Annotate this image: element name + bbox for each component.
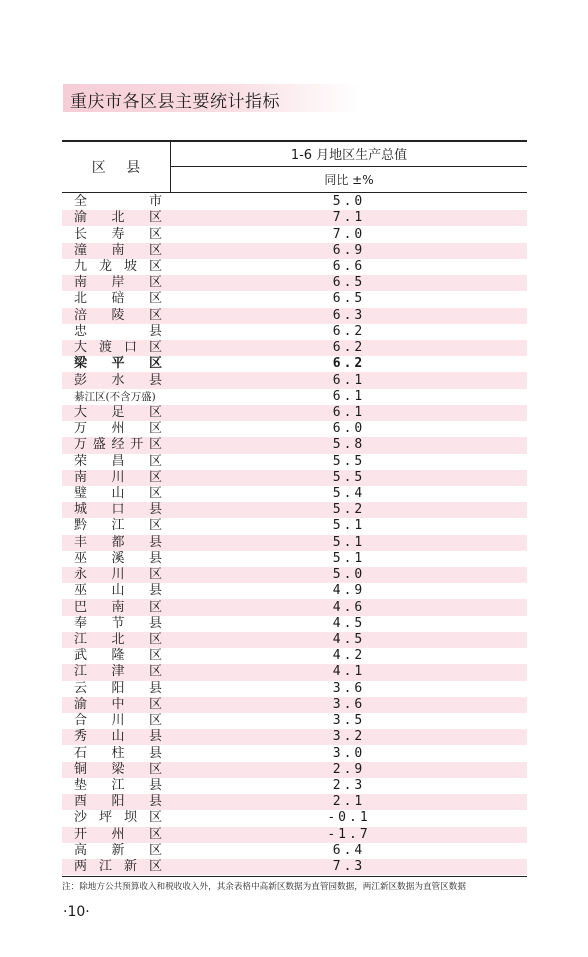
district-name-part: 岸 [111,275,125,291]
district-name-part: 渡 [98,340,112,356]
district-name-part: 区 [148,437,162,453]
header-gdp: 1-6 月地区生产总值 [290,148,408,163]
district-name-part: 坪 [98,810,112,826]
district-name-part: 江 [111,777,125,793]
district-name-part: 中 [111,696,125,712]
district-name-part: 区 [148,421,162,437]
gdp-yoy-value: 7.3 [332,859,366,875]
district-name-part: 南 [74,275,88,291]
gdp-yoy-value: 6.4 [332,842,366,858]
table-row [62,827,527,843]
district-name-part: 大 [74,404,88,420]
district-name-part: 县 [148,794,162,810]
district-name-part: 区 [148,518,162,534]
table-row [62,259,527,275]
district-name [74,243,162,259]
district-name-part: 涪 [74,307,88,323]
district-name-part: 北 [111,632,125,648]
table-row [62,356,527,372]
gdp-yoy-value: 5.1 [332,518,366,534]
table-row [62,275,527,291]
district-name-part: 长 [74,226,88,242]
district-name-part: 合 [74,713,88,729]
district-name-part: 经 [111,437,125,453]
district-name-part: 区 [148,404,162,420]
table-row [62,681,527,697]
district-name [74,356,162,372]
district-name-part: 县 [148,729,162,745]
district-name [74,794,162,810]
district-name-part: 酉 [74,794,88,810]
district-name-part: 盛 [92,437,106,453]
district-name-part: 县 [148,372,162,388]
district-name [74,535,162,551]
table-row [62,713,527,729]
district-name-part: 綦江区(不含万盛) [74,390,156,403]
district-name-part: 市 [148,194,162,210]
gdp-yoy-value: 7.1 [332,210,366,226]
table-row [62,859,527,875]
district-name-part: 江 [111,518,125,534]
district-name-part: 区 [148,567,162,583]
district-name [74,227,162,243]
district-name-part: 潼 [74,242,88,258]
gdp-yoy-value: 6.2 [332,356,366,372]
district-name-part: 巫 [74,550,88,566]
district-name [74,713,162,729]
district-name-part: 璧 [74,486,88,502]
district-name-part: 万 [74,437,88,453]
district-name [74,486,162,502]
gdp-yoy-value: 6.5 [332,291,366,307]
gdp-yoy-value: -0.1 [327,810,371,826]
district-name-part: 区 [148,761,162,777]
gdp-yoy-value: 3.2 [332,729,366,745]
district-name-part: 南 [111,242,125,258]
gdp-yoy-value: 4.2 [332,648,366,664]
gdp-yoy-value: 6.5 [332,275,366,291]
district-name-part: 区 [148,842,162,858]
district-name-part: 区 [148,453,162,469]
district-name-part: 柱 [111,745,125,761]
district-name-part: 县 [148,680,162,696]
district-name-part: 区 [148,226,162,242]
district-name [74,437,162,453]
district-name-part: 荣 [74,453,88,469]
district-name [74,291,162,307]
district-name-part: 区 [148,713,162,729]
district-name [74,470,162,486]
district-name-part: 县 [148,550,162,566]
district-name-part: 节 [111,615,125,631]
table-row [62,372,527,388]
district-name-part: 寿 [111,226,125,242]
district-name-part: 区 [148,242,162,258]
table-row [62,778,527,794]
district-name-part: 平 [111,356,125,372]
district-name-part: 县 [148,323,162,339]
district-name-part: 两 [74,859,88,875]
table-row [62,194,527,210]
district-name [74,275,162,291]
gdp-yoy-value: 6.3 [332,307,366,323]
district-name-part: 都 [111,534,125,550]
gdp-yoy-value: 5.1 [332,534,366,550]
district-name-part: 沙 [74,810,88,826]
district-name-part: 区 [148,599,162,615]
district-name [74,518,162,534]
gdp-yoy-value: 2.9 [332,761,366,777]
district-name-part: 川 [111,713,125,729]
gdp-yoy-value: 6.0 [332,421,366,437]
gdp-yoy-value: 4.6 [332,599,366,615]
table-row [62,664,527,680]
district-name [74,664,162,680]
table-row [62,486,527,502]
district-name-part: 区 [148,859,162,875]
district-name [74,194,162,210]
district-name-part: 坡 [123,258,137,274]
district-name [74,827,162,843]
table-row [62,324,527,340]
district-name [74,681,162,697]
district-name [74,210,162,226]
district-name-part: 北 [74,291,88,307]
table-row [62,502,527,518]
district-name-part: 溪 [111,550,125,566]
gdp-yoy-value: 4.1 [332,664,366,680]
district-name-part: 开 [130,437,144,453]
district-name-part: 九 [74,258,88,274]
district-name-part: 山 [111,583,125,599]
district-name-part: 县 [148,745,162,761]
table-row [62,243,527,259]
gdp-yoy-value: 4.9 [332,583,366,599]
district-name-part: 区 [148,307,162,323]
table-row [62,810,527,826]
district-name-part: 巴 [74,599,88,615]
district-name-part: 龙 [98,258,112,274]
gdp-yoy-value: -1.7 [327,826,371,842]
table-row [62,762,527,778]
district-name-part: 区 [148,486,162,502]
district-name-part: 区 [148,810,162,826]
district-name-part: 江 [98,859,112,875]
gdp-yoy-value: 6.6 [332,258,366,274]
district-name-part: 州 [111,421,125,437]
gdp-yoy-value: 5.8 [332,437,366,453]
district-name-part: 区 [148,826,162,842]
district-name-part: 忠 [74,323,88,339]
district-name-part: 新 [123,859,137,875]
district-name-part: 阳 [111,680,125,696]
district-name-part: 梁 [111,761,125,777]
gdp-yoy-value: 3.6 [332,696,366,712]
district-name-part: 陵 [111,307,125,323]
district-name-part: 江 [74,664,88,680]
district-name-part: 南 [74,469,88,485]
table-row [62,470,527,486]
gdp-yoy-value: 5.1 [332,550,366,566]
table-row [62,745,527,761]
district-name-part: 川 [111,567,125,583]
table-row [62,454,527,470]
district-name-part: 区 [148,340,162,356]
gdp-yoy-value: 4.5 [332,632,366,648]
district-name [74,583,162,599]
table-row [62,340,527,356]
district-name-part: 隆 [111,648,125,664]
district-name [74,324,162,340]
district-name-part: 山 [111,486,125,502]
district-name-part: 江 [74,632,88,648]
district-name-part: 云 [74,680,88,696]
district-name-part: 彭 [74,372,88,388]
gdp-yoy-value: 5.0 [332,567,366,583]
gdp-yoy-value: 6.2 [332,323,366,339]
district-name-part: 区 [148,664,162,680]
table-row [62,518,527,534]
district-name-part: 垫 [74,777,88,793]
district-name [74,729,162,745]
district-name-part: 口 [123,340,137,356]
table-row [62,551,527,567]
district-name-part: 黔 [74,518,88,534]
gdp-yoy-value: 2.1 [332,794,366,810]
district-name [74,454,162,470]
district-name-part: 水 [111,372,125,388]
header-bottom-rule [62,192,527,193]
page-number: ·10· [63,904,90,920]
district-name-part: 区 [148,275,162,291]
table-row [62,648,527,664]
district-name-part: 区 [148,648,162,664]
district-name-part: 区 [148,632,162,648]
gdp-yoy-value: 2.3 [332,777,366,793]
data-table-body [62,194,527,875]
district-name-part: 口 [111,502,125,518]
district-name-part: 昌 [111,453,125,469]
district-name-part: 大 [74,340,88,356]
district-name [74,778,162,794]
district-name-part: 区 [148,356,162,372]
gdp-yoy-value: 4.5 [332,615,366,631]
district-name-part: 南 [111,599,125,615]
district-name-part: 新 [111,842,125,858]
table-row [62,421,527,437]
district-name-part: 县 [148,502,162,518]
gdp-yoy-value: 7.0 [332,226,366,242]
district-name [74,648,162,664]
district-name-part: 县 [148,777,162,793]
district-name [74,762,162,778]
district-name-part: 奉 [74,615,88,631]
district-name-part: 秀 [74,729,88,745]
district-name [74,421,162,437]
table-row [62,535,527,551]
district-name [74,259,162,275]
district-name [74,567,162,583]
gdp-yoy-value: 6.1 [332,388,366,404]
header-yoy: 同比 ±% [324,173,374,187]
district-name-part: 区 [148,469,162,485]
district-name-part: 武 [74,648,88,664]
table-row [62,794,527,810]
footnote: 注：除地方公共预算收入和税收收入外，其余表格中高新区数据为直管园数据，两江新区数据为直管区数据 [62,882,466,892]
page-title: 重庆市各区县主要统计指标 [70,92,280,112]
gdp-yoy-value: 3.5 [332,713,366,729]
gdp-yoy-value: 5.5 [332,469,366,485]
district-name-part: 梁 [74,356,88,372]
district-name-part: 高 [74,842,88,858]
gdp-yoy-value: 3.6 [332,680,366,696]
district-name [74,697,162,713]
gdp-yoy-value: 5.0 [332,194,366,210]
gdp-yoy-value: 5.4 [332,486,366,502]
district-name [74,810,162,826]
district-name [74,340,162,356]
district-name-part: 石 [74,745,88,761]
district-name-part: 开 [74,826,88,842]
district-name-part: 巫 [74,583,88,599]
district-name-part: 城 [74,502,88,518]
district-name-part: 县 [148,534,162,550]
gdp-yoy-value: 6.2 [332,340,366,356]
district-name-part: 县 [148,583,162,599]
district-name-part: 阳 [111,794,125,810]
district-name-part: 铜 [74,761,88,777]
district-name [74,389,162,405]
gdp-yoy-value: 6.1 [332,372,366,388]
table-row [62,389,527,405]
district-name [74,405,162,421]
table-row [62,599,527,615]
district-name-part: 县 [148,615,162,631]
table-row [62,308,527,324]
district-name [74,308,162,324]
table-row [62,405,527,421]
gdp-yoy-value: 5.2 [332,502,366,518]
table-row [62,226,527,242]
district-name [74,746,162,762]
district-name-part: 永 [74,567,88,583]
header-district: 区 县 [91,159,149,176]
gdp-yoy-value: 5.5 [332,453,366,469]
table-row [62,291,527,307]
gdp-yoy-value: 6.1 [332,404,366,420]
gdp-yoy-value: 6.9 [332,242,366,258]
district-name-part: 山 [111,729,125,745]
district-name [74,373,162,389]
district-name-part: 川 [111,469,125,485]
district-name [74,616,162,632]
table-row [62,210,527,226]
district-name-part: 丰 [74,534,88,550]
district-name [74,859,162,875]
table-row [62,632,527,648]
district-name-part: 坝 [123,810,137,826]
district-name-part: 区 [148,210,162,226]
district-name-part: 足 [111,404,125,420]
district-name [74,600,162,616]
district-name-part: 北 [111,210,125,226]
district-name [74,632,162,648]
table-row [62,843,527,859]
gdp-yoy-value: 3.0 [332,745,366,761]
table-row [62,697,527,713]
table-row [62,729,527,745]
table-row [62,616,527,632]
district-name-part: 万 [74,421,88,437]
district-name-part: 渝 [74,696,88,712]
district-name-part: 州 [111,826,125,842]
table-row [62,437,527,453]
district-name-part: 全 [74,194,88,210]
district-name [74,843,162,859]
district-name-part: 渝 [74,210,88,226]
table-row [62,567,527,583]
district-name-part: 碚 [111,291,125,307]
district-name [74,551,162,567]
table-bottom-rule [62,876,527,877]
district-name [74,502,162,518]
district-name-part: 区 [148,291,162,307]
district-name-part: 津 [111,664,125,680]
district-name-part: 区 [148,258,162,274]
district-name-part: 区 [148,696,162,712]
table-row [62,583,527,599]
